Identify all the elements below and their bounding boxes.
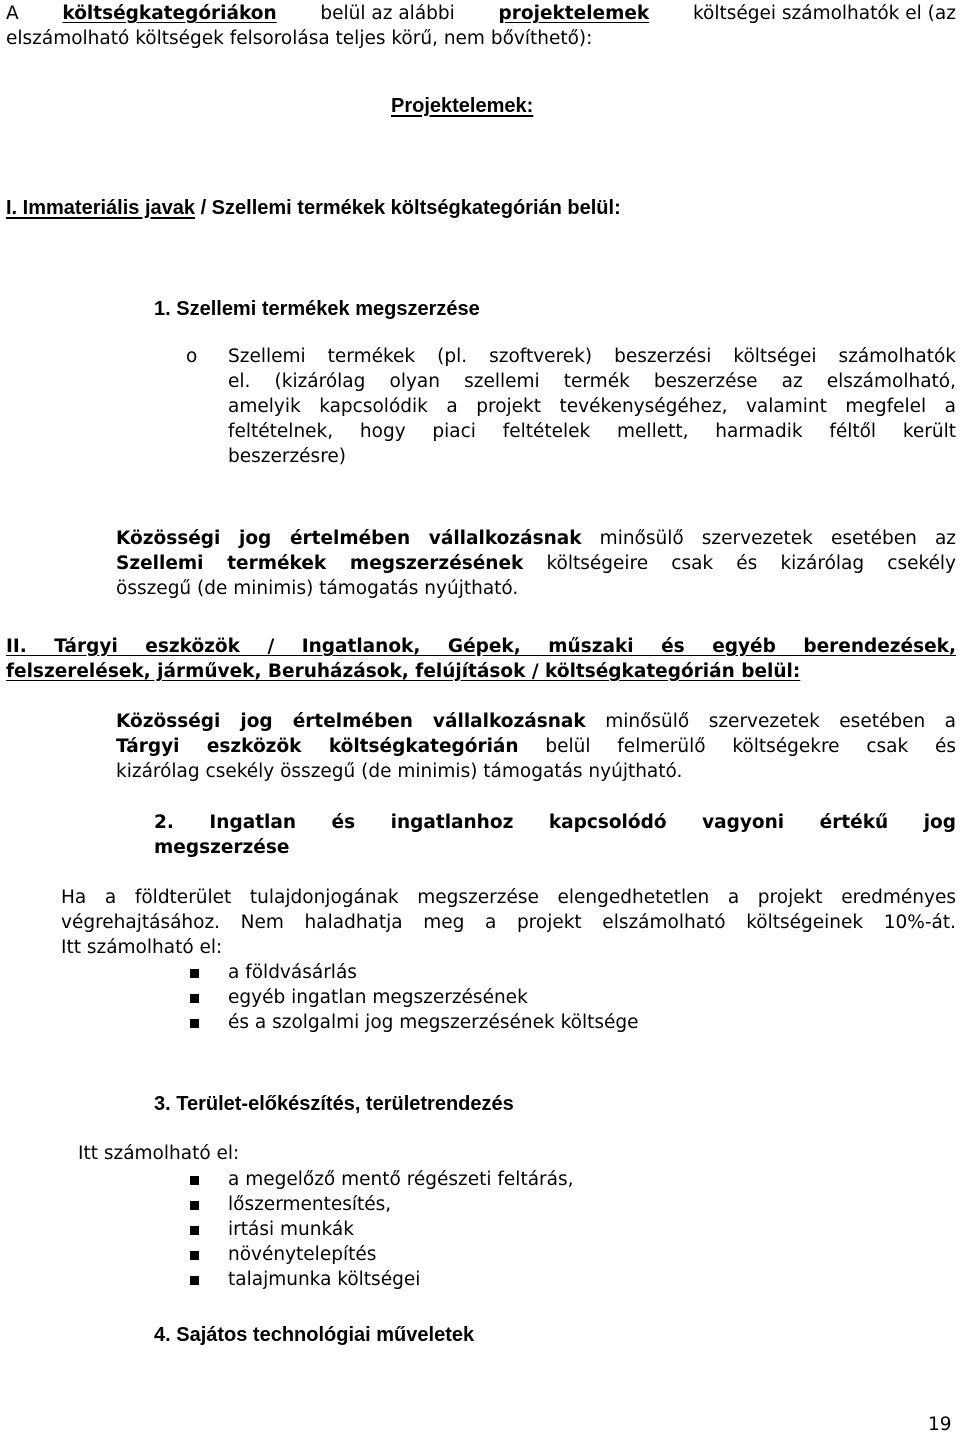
intro-text-costs: költségei számolhatók el (az <box>692 3 956 24</box>
section-1-heading-rest: / Szellemi termékek költségkategórián belül: <box>195 197 621 219</box>
square-bullet-icon <box>190 1226 199 1235</box>
intro-word-a: A <box>6 3 19 24</box>
list-item: növénytelepítés <box>228 1242 376 1267</box>
note-1-bold-2: Szellemi termékek megszerzésének <box>116 553 524 574</box>
subsection-1-line: beszerzésre) <box>228 446 346 467</box>
subsection-1-body <box>228 344 956 469</box>
section-2-heading: II. Tárgyi eszközök / Ingatlanok, Gépek, műszaki és egyéb berendezések, felszerelések, járművek, Beruházások, felújítások / költségkategórián belül: <box>6 636 956 682</box>
subsection-3-title: 3. Terület-előkészítés, területrendezés <box>154 1093 514 1115</box>
list-item: a megelőző mentő régészeti feltárás, <box>228 1167 574 1192</box>
square-bullet-icon <box>190 1019 199 1028</box>
section-1-heading <box>6 196 621 221</box>
list-item: egyéb ingatlan megszerzésének <box>228 985 528 1010</box>
subsection-1-line: amelyik kapcsolódik a projekt tevékenységéhez, valamint megfelel a <box>228 396 956 417</box>
list-item: a földvásárlás <box>228 960 357 985</box>
note-1-bold-1: Közösségi jog értelmében vállalkozásnak <box>116 528 582 549</box>
circle-bullet-icon: o <box>186 346 198 367</box>
subsection-3-intro: Itt számolható el: <box>78 1143 240 1164</box>
list-item: lőszermentesítés, <box>228 1192 391 1217</box>
square-bullet-icon <box>190 1176 199 1185</box>
projektelemek-title: Projektelemek: <box>391 95 534 117</box>
de-minimis-note-1: Közösségi jog értelmében vállalkozásnak minősülő szervezetek esetében az Szellemi termékek megszerzésének költségeire csak és kizárólag csekély összegű (de minimis) támogatás nyújtható. <box>116 528 957 599</box>
section-1-heading-underlined: I. Immateriális javak <box>6 197 196 219</box>
subsection-1-line: el. (kizárólag olyan szellemi termék beszerzése az elszámolható, <box>228 371 956 392</box>
subsection-1-line: Szellemi termékek (pl. szoftverek) beszerzési költségei számolhatók <box>228 346 956 367</box>
list-item: talajmunka költségei <box>228 1267 420 1292</box>
square-bullet-icon <box>190 1201 199 1210</box>
intro-keyword-elements: projektelemek <box>498 3 650 24</box>
note-2-bold-2: Tárgyi eszközök költségkategórián <box>116 736 519 757</box>
intro-text-within: belül az alábbi <box>320 3 455 24</box>
intro-line-2: elszámolható költségek felsorolása teljes körű, nem bővíthető): <box>6 28 593 49</box>
page-number: 19 <box>928 1414 952 1435</box>
de-minimis-note-2: Közösségi jog értelmében vállalkozásnak minősülő szervezetek esetében a Tárgyi eszközök költségkategórián belül felmerülő költségekre csak és kizárólag csekély összegű (de minimis) támogatás nyújtható. <box>116 711 956 782</box>
square-bullet-icon <box>190 969 199 978</box>
square-bullet-icon <box>190 1251 199 1260</box>
subsection-1-line: feltételnek, hogy piaci feltételek mellett, harmadik féltől került <box>228 421 956 442</box>
subsection-2-title: 2. Ingatlan és ingatlanhoz kapcsolódó vagyoni értékű jog megszerzése <box>154 812 956 858</box>
note-2-bold-1: Közösségi jog értelmében vállalkozásnak <box>116 711 586 732</box>
intro-keyword-categories: költségkategóriákon <box>62 3 277 24</box>
square-bullet-icon <box>190 1276 199 1285</box>
subsection-4-title: 4. Sajátos technológiai műveletek <box>154 1324 475 1346</box>
list-item: és a szolgalmi jog megszerzésének költsége <box>228 1010 638 1035</box>
subsection-1-title: 1. Szellemi termékek megszerzése <box>154 298 480 320</box>
list-item: irtási munkák <box>228 1217 354 1242</box>
land-acquisition-paragraph: Ha a földterület tulajdonjogának megszerzése elengedhetetlen a projekt eredményes végrehajtásához. Nem haladhatja meg a projekt elszámolható költségeinek 10%-át. Itt számolható el: <box>61 887 956 958</box>
intro-paragraph <box>6 1 956 51</box>
square-bullet-icon <box>190 994 199 1003</box>
